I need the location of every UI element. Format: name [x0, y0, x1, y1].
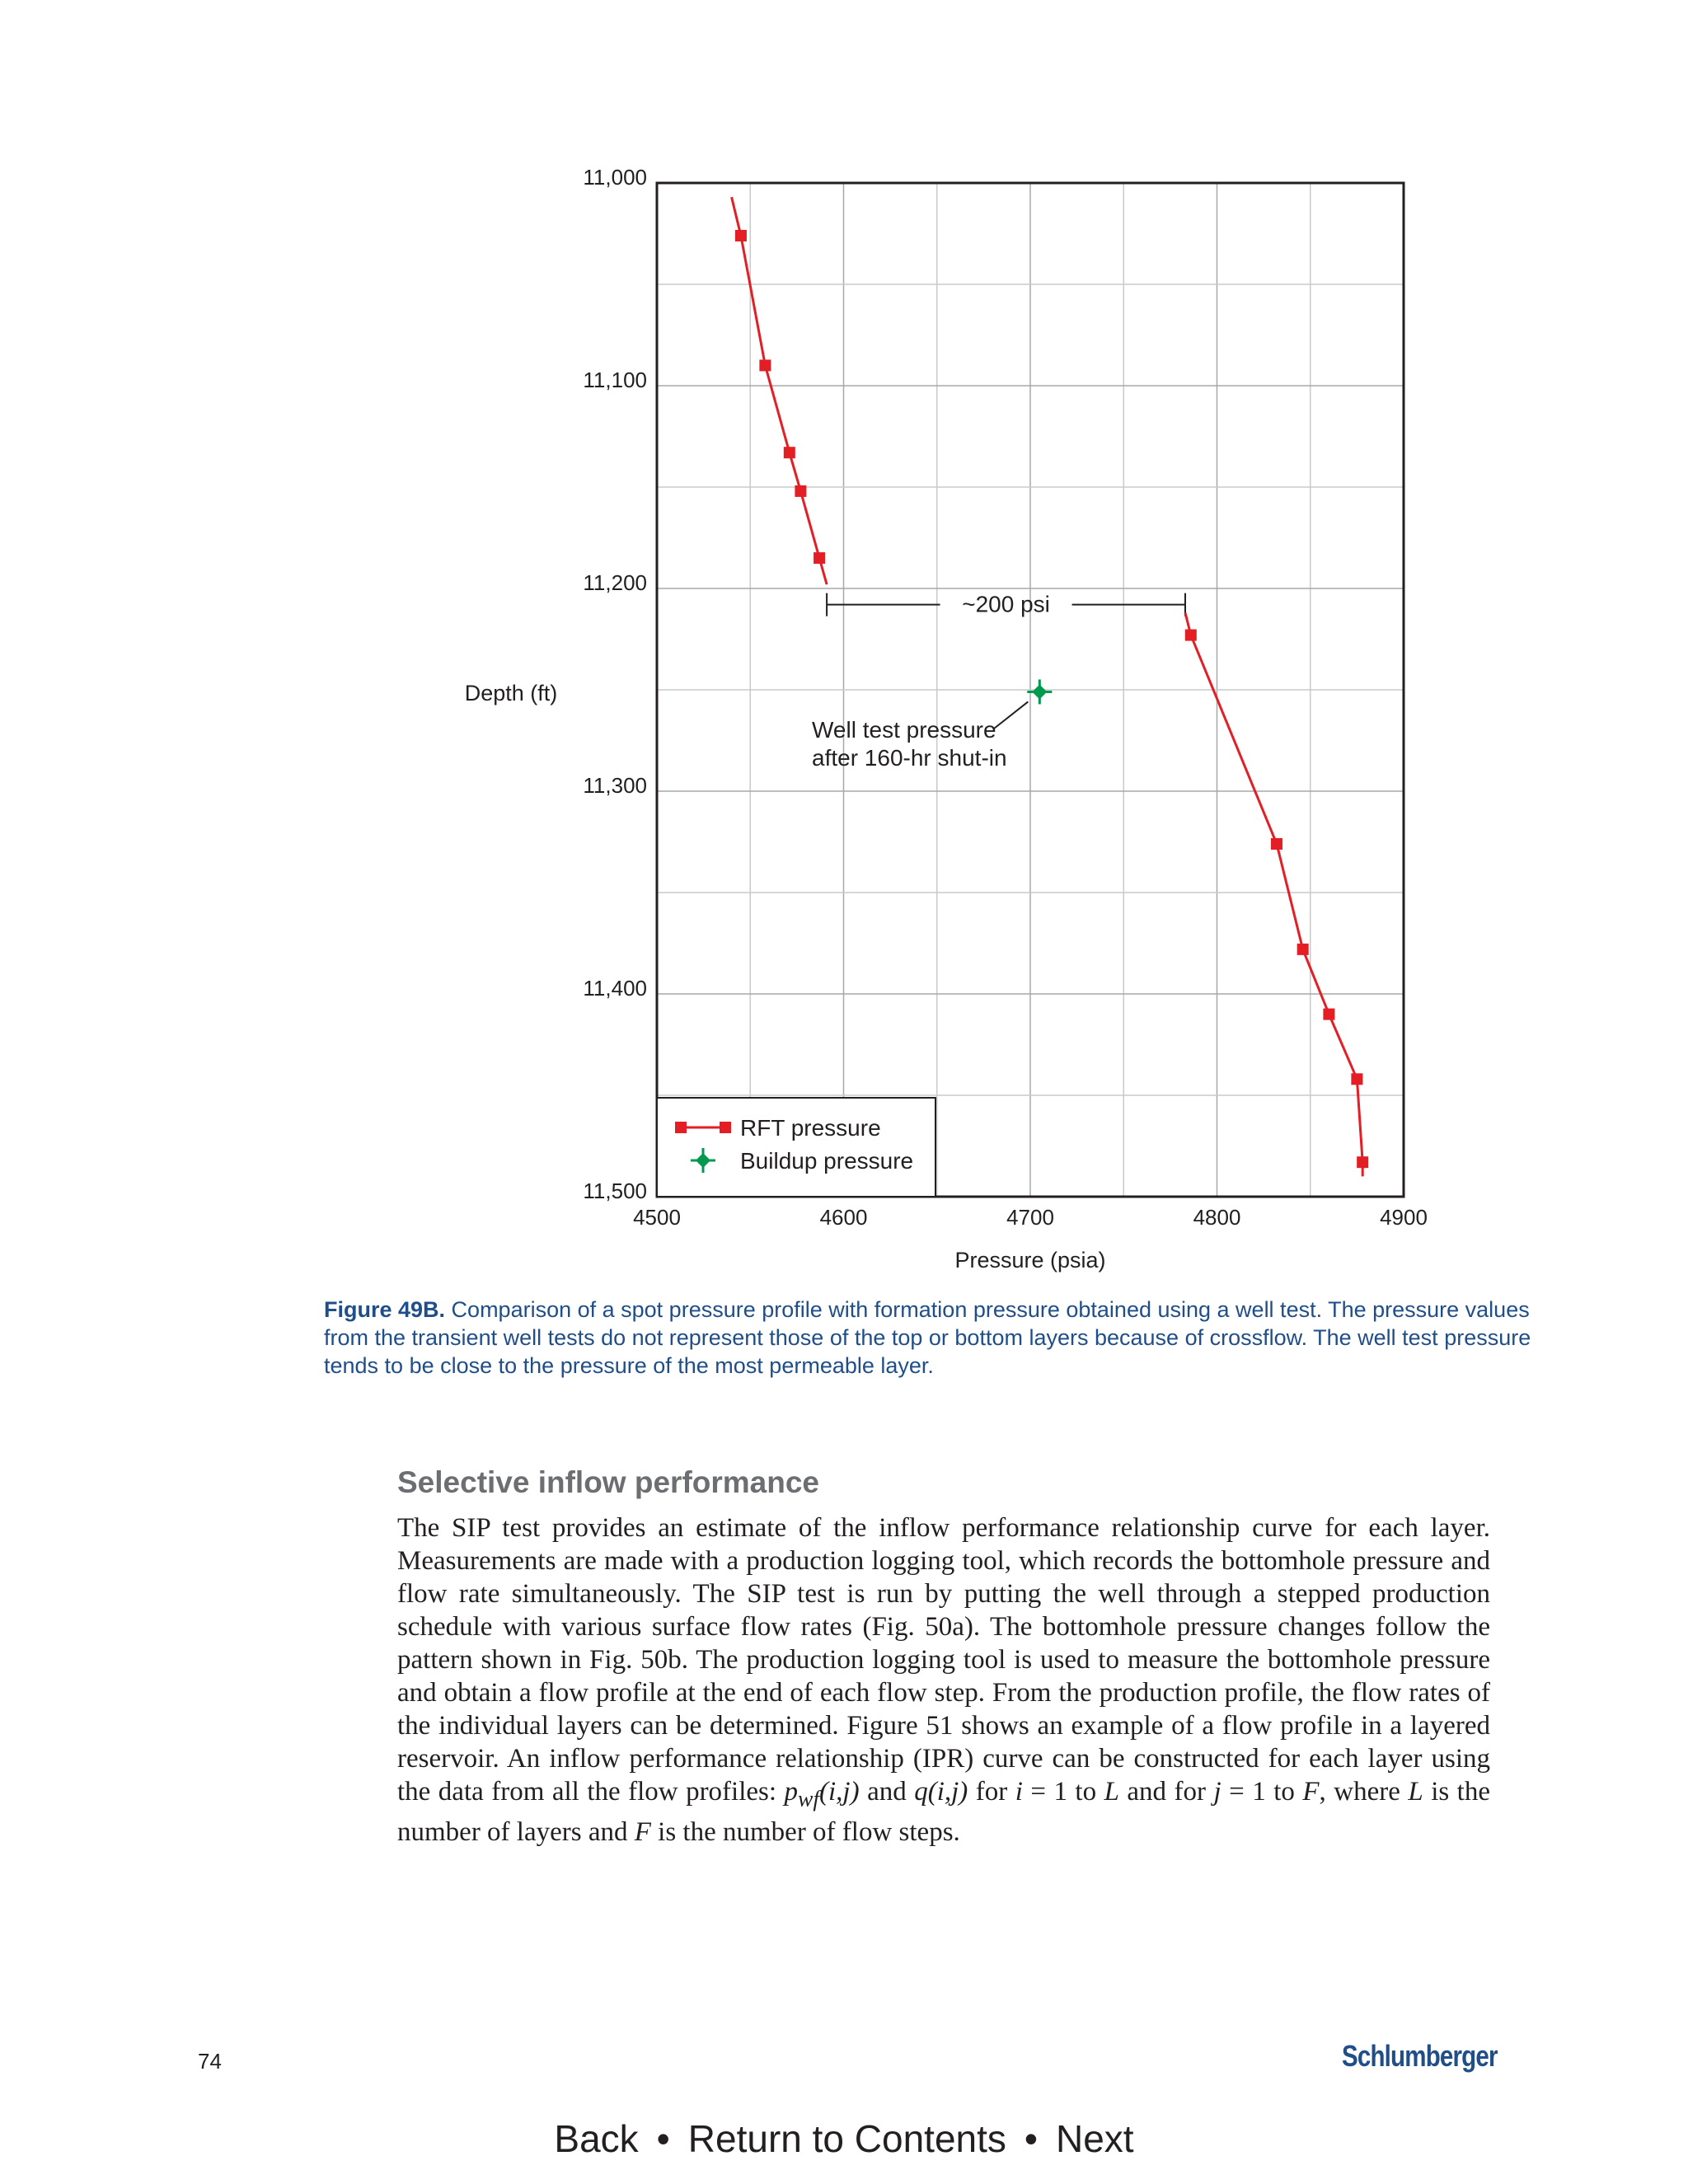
y-tick-labels — [583, 165, 647, 1203]
x-axis-title: Pressure (psia) — [954, 1248, 1106, 1272]
x-tick-label: 4900 — [1380, 1205, 1428, 1230]
x-tick-label: 4500 — [633, 1205, 681, 1230]
math-j: j — [1213, 1777, 1221, 1807]
back-link[interactable]: Back — [554, 2117, 639, 2160]
body-text-run: = 1 to — [1022, 1777, 1104, 1807]
y-axis-title: Depth (ft) — [464, 681, 558, 705]
figure-label: Figure 49B. — [324, 1297, 446, 1322]
rft-pressure-point — [1351, 1073, 1362, 1085]
rft-pressure-point — [784, 447, 795, 458]
rft-pressure-point — [1357, 1156, 1368, 1168]
math-F: F — [1302, 1777, 1320, 1807]
y-tick-label: 11,300 — [583, 773, 647, 798]
legend-rft-marker — [720, 1122, 731, 1133]
x-tick-label: 4800 — [1193, 1205, 1241, 1230]
math-L: L — [1104, 1777, 1119, 1807]
rft-pressure-point — [814, 552, 825, 564]
math-i: i — [1015, 1777, 1023, 1807]
body-text-run: , where — [1319, 1777, 1409, 1807]
legend-buildup-label: Buildup pressure — [740, 1148, 914, 1174]
rft-pressure-point — [1323, 1009, 1334, 1020]
rft-pressure-point — [735, 230, 747, 241]
body-text-run: and — [859, 1777, 915, 1807]
page-navigation — [0, 2116, 1688, 2161]
rft-pressure-point — [1185, 630, 1197, 641]
y-tick-label: 11,200 — [583, 570, 647, 595]
y-tick-label: 11,500 — [583, 1179, 647, 1203]
nav-separator: • — [1024, 2117, 1038, 2160]
math-ij: (i,j) — [819, 1777, 860, 1807]
figure-caption-text: Comparison of a spot pressure profile with formation pressure obtained using a well test. The pressure values from the transient well tests do not represent those of the top or bottom layers because of crossflow. The well test pressure tends to be close to the pressure of the most permeable layer. — [324, 1297, 1531, 1378]
math-L: L — [1408, 1777, 1423, 1807]
body-text-run: is the number of flow steps. — [650, 1816, 960, 1847]
page-number: 74 — [198, 2049, 222, 2074]
body-text-run: and for — [1118, 1777, 1214, 1807]
figure-caption — [324, 1296, 1552, 1380]
y-tick-label: 11,100 — [583, 368, 647, 392]
math-F: F — [634, 1816, 651, 1847]
legend-box — [657, 1098, 935, 1197]
math-q: q — [914, 1777, 928, 1807]
rft-pressure-point — [1271, 838, 1282, 850]
legend-rft-label: RFT pressure — [740, 1115, 881, 1141]
well-test-label-line1: Well test pressure — [812, 717, 996, 743]
math-ij: (i,j) — [927, 1777, 968, 1807]
y-tick-label: 11,000 — [583, 165, 647, 190]
math-wf: wf — [798, 1785, 820, 1811]
body-text-run: The SIP test provides an estimate of the inflow performance relationship curve for each layer. Measurements are made with a production logging tool, which records the bottomhole pressure and flow rate simultaneously. The SIP test is run by putting the well through a stepped production schedule with various surface flow rates (Fig. 50a). The bottomhole pressure changes follow the pattern shown in Fig. 50b. The production logging tool is used to measure the bottomhole pressure and obtain a flow profile at the end of each flow step. From the production profile, the flow rates of the individual layers can be determined. Figure 51 shows an example of a flow profile in a layered reservoir. An inflow performance relationship (IPR) curve can be constructed for each layer using the data from all the flow profiles: — [397, 1513, 1490, 1807]
rft-pressure-point — [1297, 944, 1309, 955]
next-link[interactable]: Next — [1056, 2117, 1134, 2160]
section-title: Selective inflow performance — [397, 1465, 820, 1499]
x-tick-labels — [633, 1205, 1428, 1230]
body-text-run: is the number of layers and — [397, 1777, 1490, 1847]
rft-pressure-point — [759, 359, 771, 371]
math-p: p — [784, 1777, 799, 1807]
return-to-contents-link[interactable]: Return to Contents — [687, 2117, 1006, 2160]
y-tick-label: 11,400 — [583, 976, 647, 1001]
rft-pressure-point — [795, 485, 806, 497]
legend-rft-marker — [675, 1122, 687, 1133]
nav-separator: • — [656, 2117, 670, 2160]
well-test-label-line2: after 160-hr shut-in — [812, 745, 1007, 771]
body-text-run: = 1 to — [1221, 1777, 1303, 1807]
body-text-run: for — [968, 1777, 1015, 1807]
body-paragraph — [397, 1511, 1490, 1849]
x-tick-label: 4700 — [1006, 1205, 1054, 1230]
schlumberger-logo: Schlumberger — [1342, 2039, 1498, 2073]
difference-label: ~200 psi — [962, 591, 1050, 617]
x-tick-label: 4600 — [819, 1205, 868, 1230]
legend — [657, 1098, 935, 1197]
